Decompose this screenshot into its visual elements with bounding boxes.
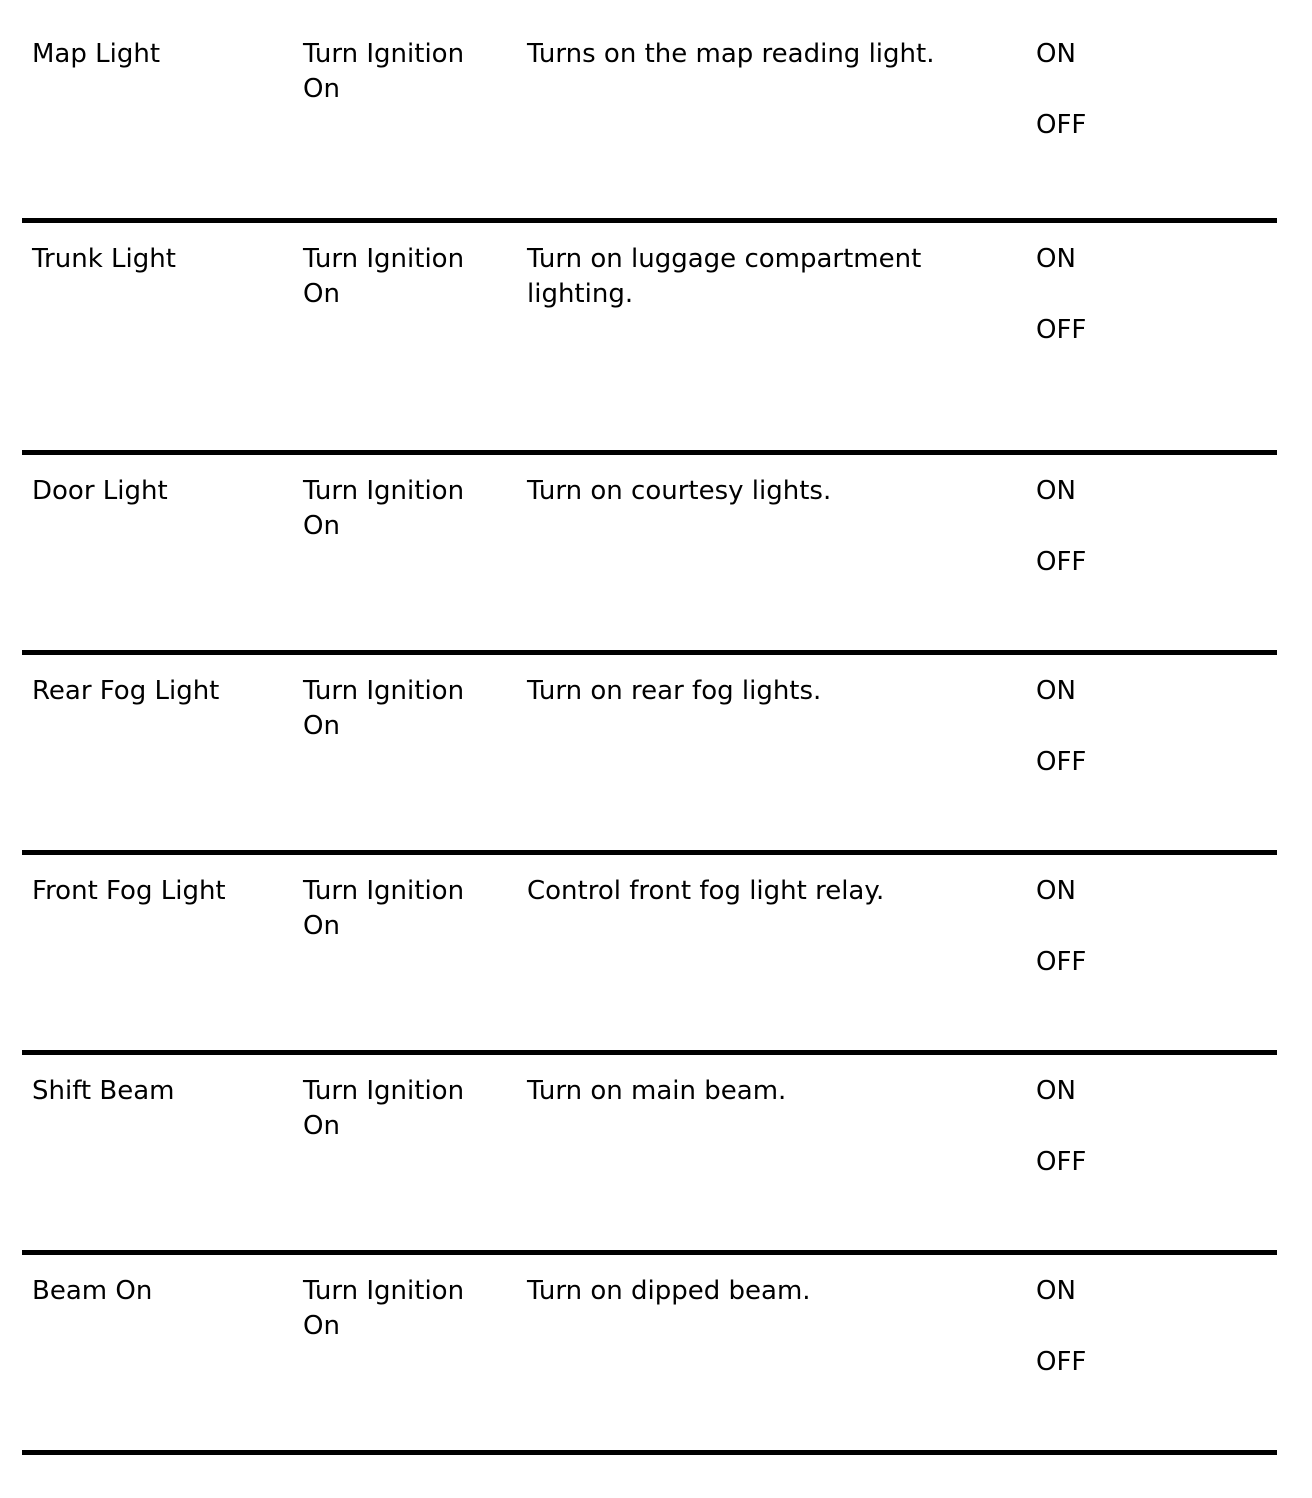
condition-label: Turn Ignition On bbox=[303, 676, 465, 741]
state-off-label: OFF bbox=[1036, 110, 1087, 140]
function-label: Rear Fog Light bbox=[32, 676, 220, 706]
description-text: Turn on main beam. bbox=[527, 1076, 787, 1106]
table-row bbox=[0, 223, 1312, 455]
states-cell bbox=[1036, 37, 1236, 143]
table-row bbox=[0, 1055, 1312, 1255]
description-text: Control front fog light relay. bbox=[527, 876, 885, 906]
table-row bbox=[0, 0, 1312, 223]
states-cell bbox=[1036, 1074, 1236, 1180]
states-cell bbox=[1036, 474, 1236, 580]
state-on-label: ON bbox=[1036, 244, 1076, 274]
states-cell bbox=[1036, 874, 1236, 980]
table-row bbox=[0, 455, 1312, 655]
description-text: Turn on luggage compartment lighting. bbox=[527, 244, 922, 309]
condition-label: Turn Ignition On bbox=[303, 39, 465, 104]
function-label: Shift Beam bbox=[32, 1076, 175, 1106]
state-on-label: ON bbox=[1036, 1276, 1076, 1306]
table-row bbox=[0, 655, 1312, 855]
function-label: Door Light bbox=[32, 476, 168, 506]
state-off-label: OFF bbox=[1036, 547, 1087, 577]
states-cell bbox=[1036, 1274, 1236, 1380]
function-label: Trunk Light bbox=[32, 244, 176, 274]
condition-label: Turn Ignition On bbox=[303, 1276, 465, 1341]
table-row bbox=[0, 1255, 1312, 1455]
condition-label: Turn Ignition On bbox=[303, 244, 465, 309]
states-cell bbox=[1036, 242, 1236, 348]
condition-label: Turn Ignition On bbox=[303, 876, 465, 941]
row-divider bbox=[22, 1450, 1277, 1455]
state-off-label: OFF bbox=[1036, 747, 1087, 777]
state-off-label: OFF bbox=[1036, 1347, 1087, 1377]
state-off-label: OFF bbox=[1036, 1147, 1087, 1177]
state-on-label: ON bbox=[1036, 476, 1076, 506]
function-label: Beam On bbox=[32, 1276, 153, 1306]
condition-label: Turn Ignition On bbox=[303, 476, 465, 541]
description-text: Turn on courtesy lights. bbox=[527, 476, 832, 506]
function-label: Front Fog Light bbox=[32, 876, 226, 906]
description-text: Turn on dipped beam. bbox=[527, 1276, 811, 1306]
state-off-label: OFF bbox=[1036, 315, 1087, 345]
description-text: Turn on rear fog lights. bbox=[527, 676, 822, 706]
state-on-label: ON bbox=[1036, 1076, 1076, 1106]
states-cell bbox=[1036, 674, 1236, 780]
state-on-label: ON bbox=[1036, 876, 1076, 906]
state-off-label: OFF bbox=[1036, 947, 1087, 977]
state-on-label: ON bbox=[1036, 39, 1076, 69]
description-text: Turns on the map reading light. bbox=[527, 39, 935, 69]
table-row bbox=[0, 855, 1312, 1055]
condition-label: Turn Ignition On bbox=[303, 1076, 465, 1141]
function-label: Map Light bbox=[32, 39, 161, 69]
state-on-label: ON bbox=[1036, 676, 1076, 706]
